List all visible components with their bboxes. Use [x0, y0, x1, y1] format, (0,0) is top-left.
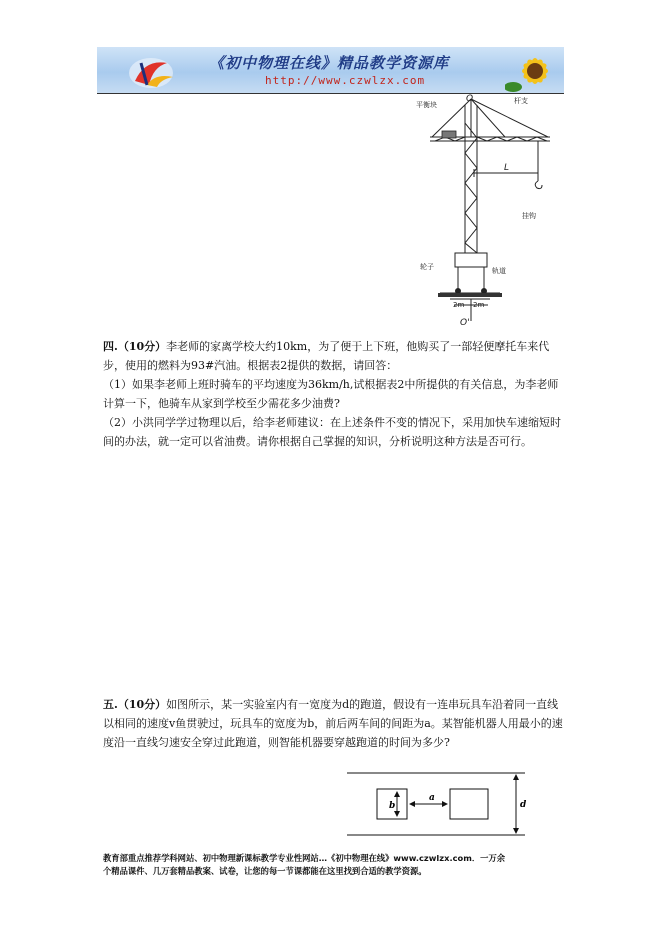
- crane-label-arm: 杆支: [514, 97, 528, 105]
- track-label-d: d: [520, 800, 527, 810]
- crane-label-length: L: [504, 163, 510, 173]
- question-5-body: [103, 695, 563, 752]
- toy-car-2: [450, 789, 488, 819]
- track-diagram: [345, 768, 535, 840]
- question-4-heading: 四.（10分）: [103, 340, 167, 353]
- crane-label-track: 轨道: [492, 267, 506, 275]
- banner-url: http://www.czwlzx.com: [265, 74, 426, 87]
- track-label-b: b: [389, 801, 396, 811]
- question-4-intro: [103, 337, 563, 375]
- question-5: [103, 695, 563, 752]
- crane-label-spacing-right: 2m: [473, 301, 485, 309]
- question-5-text: 如图所示，某一实验室内有一宽度为d的跑道，假设有一连串玩具车沿着同一直线以相同的速度v鱼贯驶过，玩具车的宽度为b，前后两车间的间距为a。某智能机器人用最小的速度沿一直线匀速安全穿过此跑道，则智能机器要穿越跑道的时间为多少?: [103, 698, 563, 749]
- banner-title: 《初中物理在线》精品教学资源库: [209, 54, 450, 72]
- crane-label-pivot-top: O: [466, 94, 474, 104]
- header-banner: [97, 47, 564, 94]
- footer-line-2: 个精品课件、几万套精品教案、试卷，让您的每一节课都能在这里找到合适的教学资源。: [103, 866, 427, 876]
- crane-figure: [410, 93, 560, 330]
- question-4: [103, 337, 563, 451]
- question-5-heading: 五.（10分）: [103, 698, 167, 711]
- question-4-intro-text: 李老师的家离学校大约10km，为了便于上下班，他购买了一部轻便摩托车来代步，使用的燃料为93#汽油。根据表2提供的数据，请回答：: [103, 340, 550, 372]
- crane-label-pivot-bottom: O': [460, 318, 470, 328]
- crane-label-wheel: 轮子: [420, 263, 434, 271]
- crane-label-spacing-left: 2m: [453, 301, 465, 309]
- sunflower-icon: [505, 49, 561, 93]
- crane-label-hook: 挂钩: [522, 212, 536, 220]
- crane-label-counterweight: 平衡块: [416, 101, 437, 109]
- question-4-part-2: （2）小洪同学学过物理以后，给李老师建议：在上述条件不变的情况下，采用加快车速缩短时间的办法，就一定可以省油费。请你根据自己掌握的知识，分析说明这种方法是否可行。: [103, 416, 561, 448]
- footer: [103, 852, 565, 878]
- logo-icon: [127, 51, 179, 91]
- footer-line-1: 教育部重点推荐学科网站、初中物理新课标教学专业性网站…《初中物理在线》www.czwlzx.com．一万余: [103, 853, 506, 863]
- question-4-part-1: （1）如果李老师上班时骑车的平均速度为36km/h,试根据表2中所提供的有关信息，为李老师计算一下，他骑车从家到学校至少需花多少油费?: [103, 378, 559, 410]
- track-label-a: a: [429, 793, 435, 803]
